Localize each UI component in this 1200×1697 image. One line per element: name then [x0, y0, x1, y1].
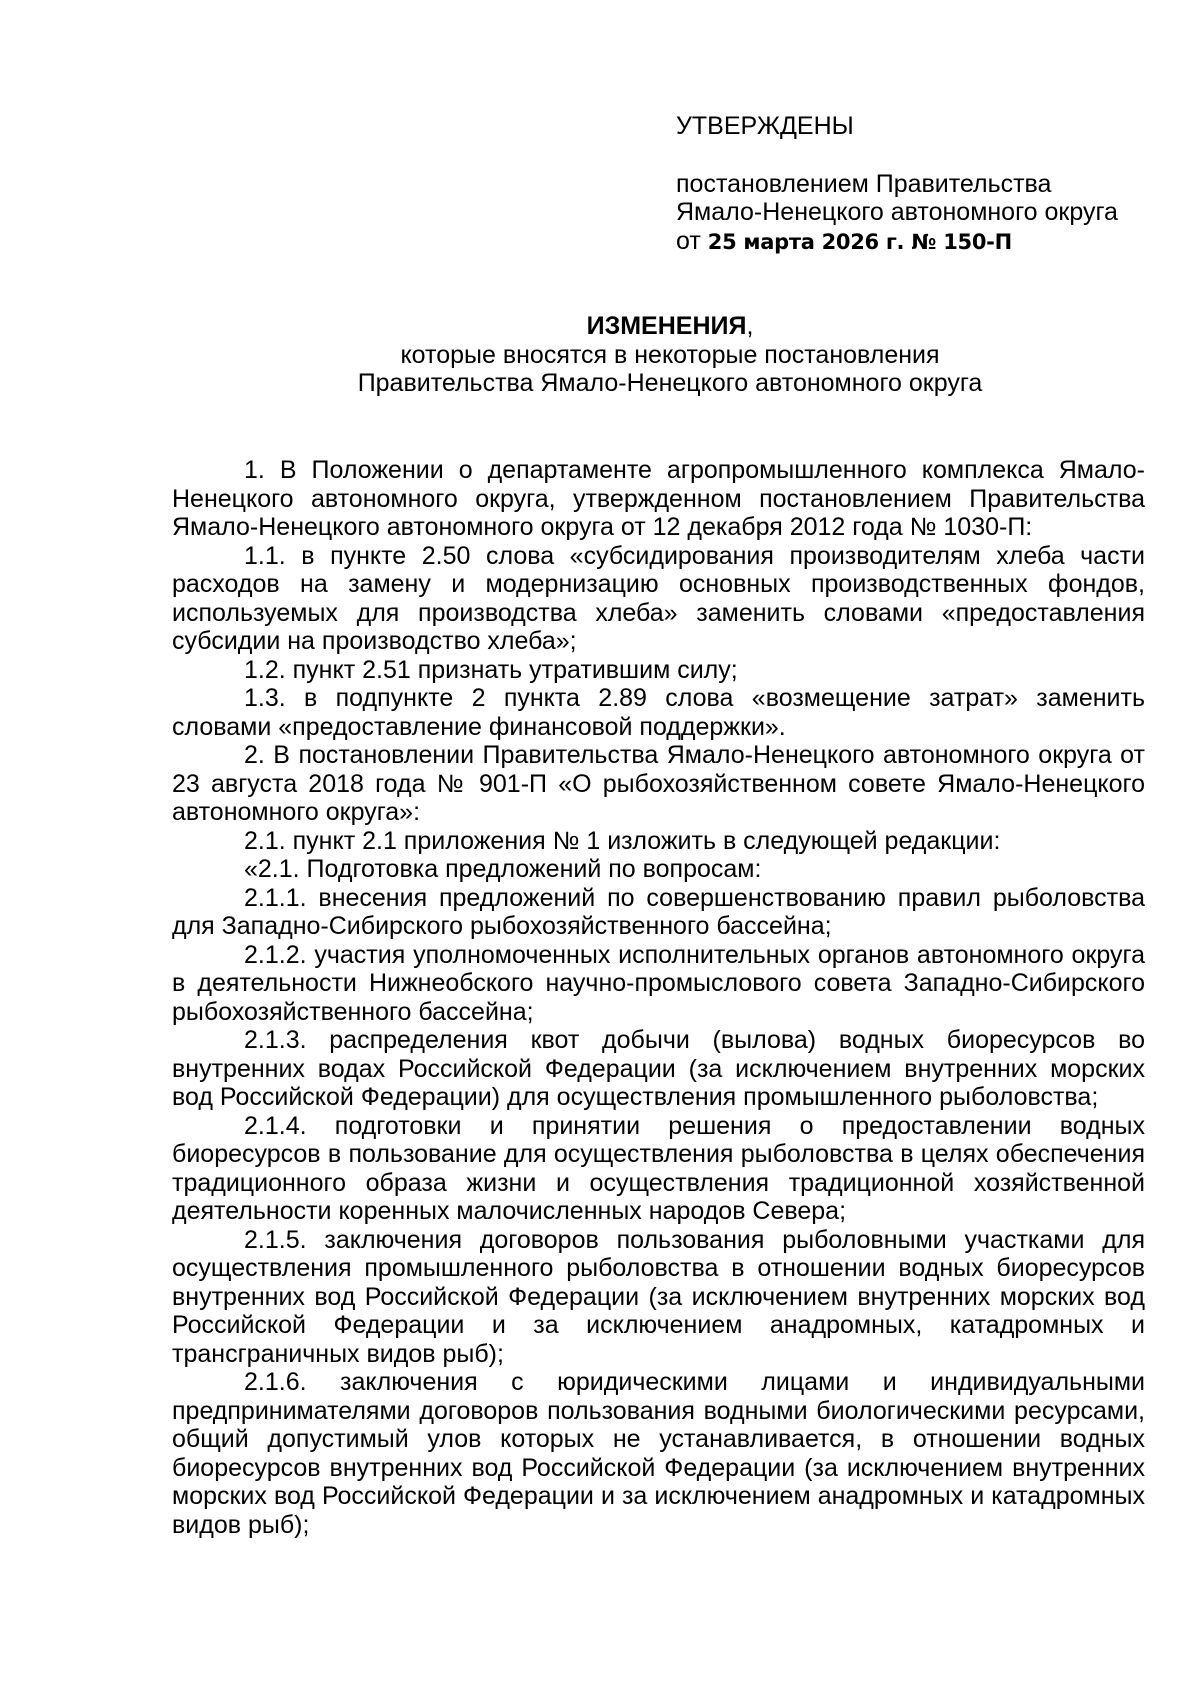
- paragraph: 2.1.1. внесения предложений по совершенствованию правил рыболовства для Западно-Сибирского рыбохозяйственного бассейна;: [172, 883, 1145, 940]
- paragraph: 2.1.5. заключения договоров пользования рыболовными участками для осуществления промышленного рыболовства в отношении водных биоресурсов внутренних вод Российской Федерации (за исключением внутренних морских вод Российской Федерации и за исключением анадромных, катадромных и трансграничных видов рыб);: [172, 1225, 1145, 1368]
- paragraph: «2.1. Подготовка предложений по вопросам:: [244, 855, 762, 883]
- approval-date-value: 25 марта 2026 г. № 150-П: [707, 229, 1012, 254]
- paragraph: 2.1.3. распределения квот добычи (вылова) водных биоресурсов во внутренних водах Российской Федерации (за исключением внутренних морских вод Российской Федерации) для осуществления промышленного рыболовства;: [172, 1026, 1145, 1111]
- paragraph: 1.1. в пункте 2.50 слова «субсидирования производителям хлеба части расходов на замену и модернизацию основных производственных фондов, используемых для производства хлеба» заменить словами «предоставления субсидии на производство хлеба»;: [172, 541, 1145, 655]
- approval-date-prefix: от: [676, 226, 701, 255]
- paragraph: 1. В Положении о департаменте агропромышленного комплекса Ямало-Ненецкого автономного округа, утвержденном постановлением Правительства Ямало-Ненецкого автономного округа от 12 декабря 2012 года № 1030-П:: [172, 456, 1145, 541]
- title-line-2: которые вносятся в некоторые постановления: [400, 340, 940, 369]
- approval-line-2: Ямало-Ненецкого автономного округа: [676, 198, 1118, 226]
- paragraph: 2.1.4. подготовки и принятии решения о предоставлении водных биоресурсов в пользование для осуществления рыболовства в целях обеспечения традиционного образа жизни и осуществления традиционной хозяйственной деятельности коренных малочисленных народов Севера;: [172, 1111, 1145, 1225]
- paragraph: 2.1.6. заключения с юридическими лицами и индивидуальными предпринимателями договоров пользования водными биологическими ресурсами, общий допустимый улов которых не устанавливается, в отношении водных биоресурсов внутренних вод Российской Федерации (за исключением внутренних морских вод Российской Федерации и за исключением анадромных и катадромных видов рыб);: [172, 1368, 1145, 1539]
- paragraph: 1.3. в подпункте 2 пункта 2.89 слова «возмещение затрат» заменить словами «предоставление финансовой поддержки».: [172, 684, 1145, 741]
- paragraph: 1.2. пункт 2.51 признать утратившим силу;: [244, 655, 738, 684]
- approval-date-line: [676, 227, 1176, 257]
- document-body: [172, 456, 1145, 1539]
- approval-block: [676, 112, 1176, 256]
- approval-line-1: постановлением Правительства: [676, 169, 1052, 198]
- title-main-suffix: ,: [746, 312, 754, 340]
- paragraph: 2. В постановлении Правительства Ямало-Ненецкого автономного округа от 23 августа 2018 года № 901-П «О рыбохозяйственном совете Ямало-Ненецкого автономного округа»:: [172, 741, 1145, 826]
- title-main: ИЗМЕНЕНИЯ: [586, 312, 747, 340]
- document-title: [170, 312, 1170, 398]
- title-line-3: Правительства Ямало-Ненецкого автономного округа: [357, 369, 983, 397]
- title-main-line: [170, 312, 1170, 341]
- approval-heading: УТВЕРЖДЕНЫ: [676, 112, 854, 140]
- paragraph: 2.1. пункт 2.1 приложения № 1 изложить в следующей редакции:: [244, 826, 1001, 855]
- paragraph: 2.1.2. участия уполномоченных исполнительных органов автономного округа в деятельности Нижнеобского научно-промыслового совета Западно-Сибирского рыбохозяйственного бассейна;: [172, 940, 1145, 1026]
